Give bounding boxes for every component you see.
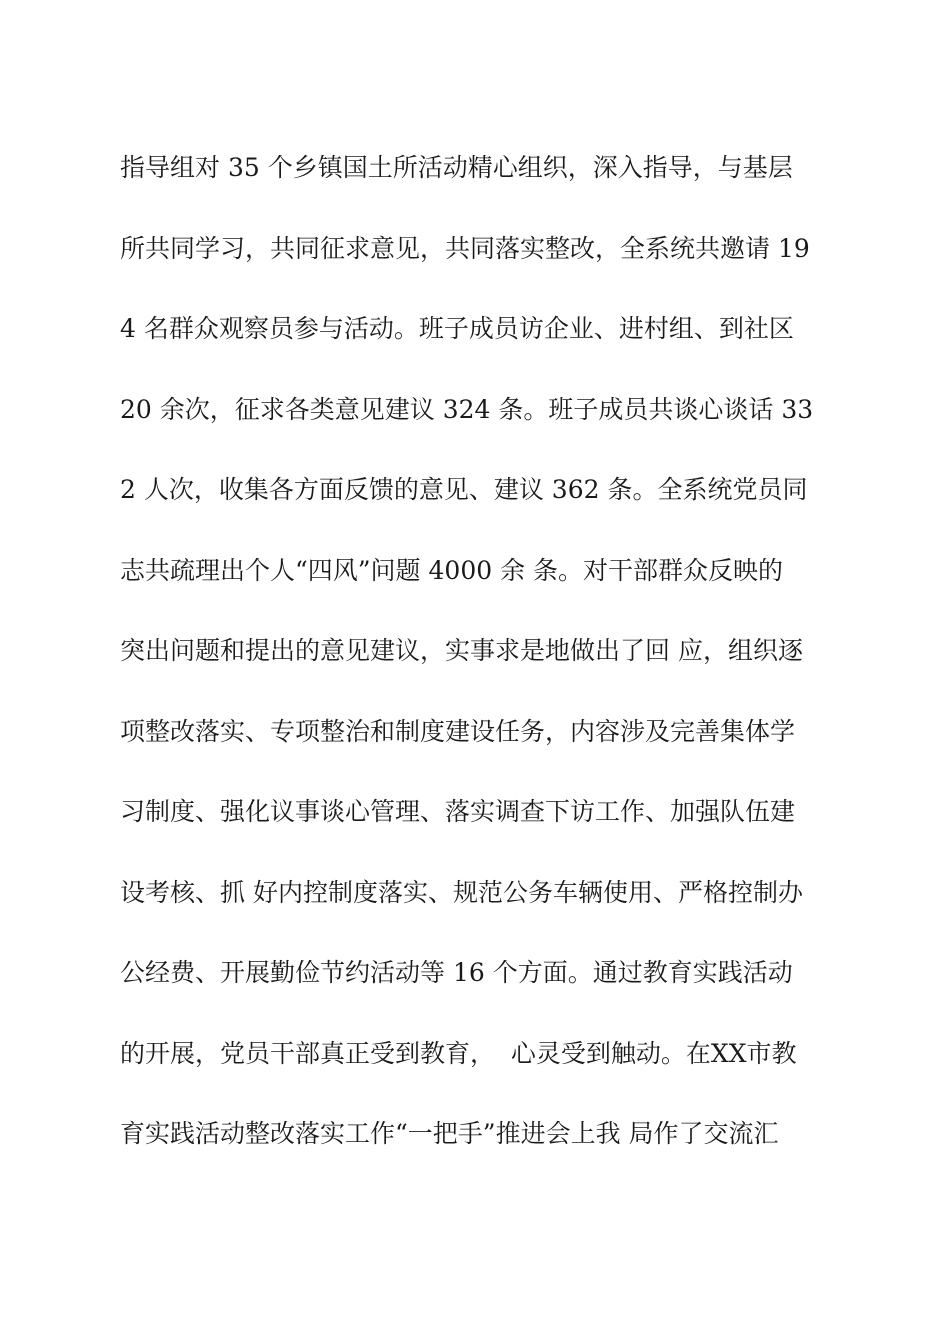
text-line-4: 20 余次，征求各类意见建议 324 条。班子成员共谈心谈话 33: [120, 394, 814, 424]
body-paragraph: [120, 148, 830, 1195]
text-line-8: 项整改落实、专项整治和制度建设任务，内容涉及完善集体学: [120, 716, 796, 746]
text-line-5: 2 人次，收集各方面反馈的意见、建议 362 条。全系统党员同: [120, 475, 808, 504]
text-line-2: 所共同学习，共同征求意见，共同落实整改，全系统共邀请 19: [120, 233, 810, 263]
text-line-10: 设考核、抓 好内控制度落实、规范公务车辆使用、严格控制办: [120, 877, 803, 907]
text-line-12: 的开展，党员干部真正受到教育， 心灵受到触动。在XX市教: [120, 1038, 797, 1068]
text-line-3: 4 名群众观察员参与活动。班子成员访企业、进村组、到社区: [120, 314, 794, 343]
text-line-13: 育实践活动整改落实工作“一把手”推进会上我 局作了交流汇: [120, 1119, 779, 1148]
text-line-1: 指导组对 35 个乡镇国土所活动精心组织，深入指导，与基层: [120, 153, 793, 182]
text-line-11: 公经费、开展勤俭节约活动等 16 个方面。通过教育实践活动: [120, 958, 793, 987]
text-line-7: 突出问题和提出的意见建议，实事求是地做出了回 应，组织逐: [120, 636, 803, 665]
text-line-9: 习制度、强化议事谈心管理、落实调查下访工作、加强队伍建: [120, 797, 796, 826]
text-line-6: 志共疏理出个人“四风”问题 4000 余 条。对干部群众反映的: [120, 555, 784, 585]
